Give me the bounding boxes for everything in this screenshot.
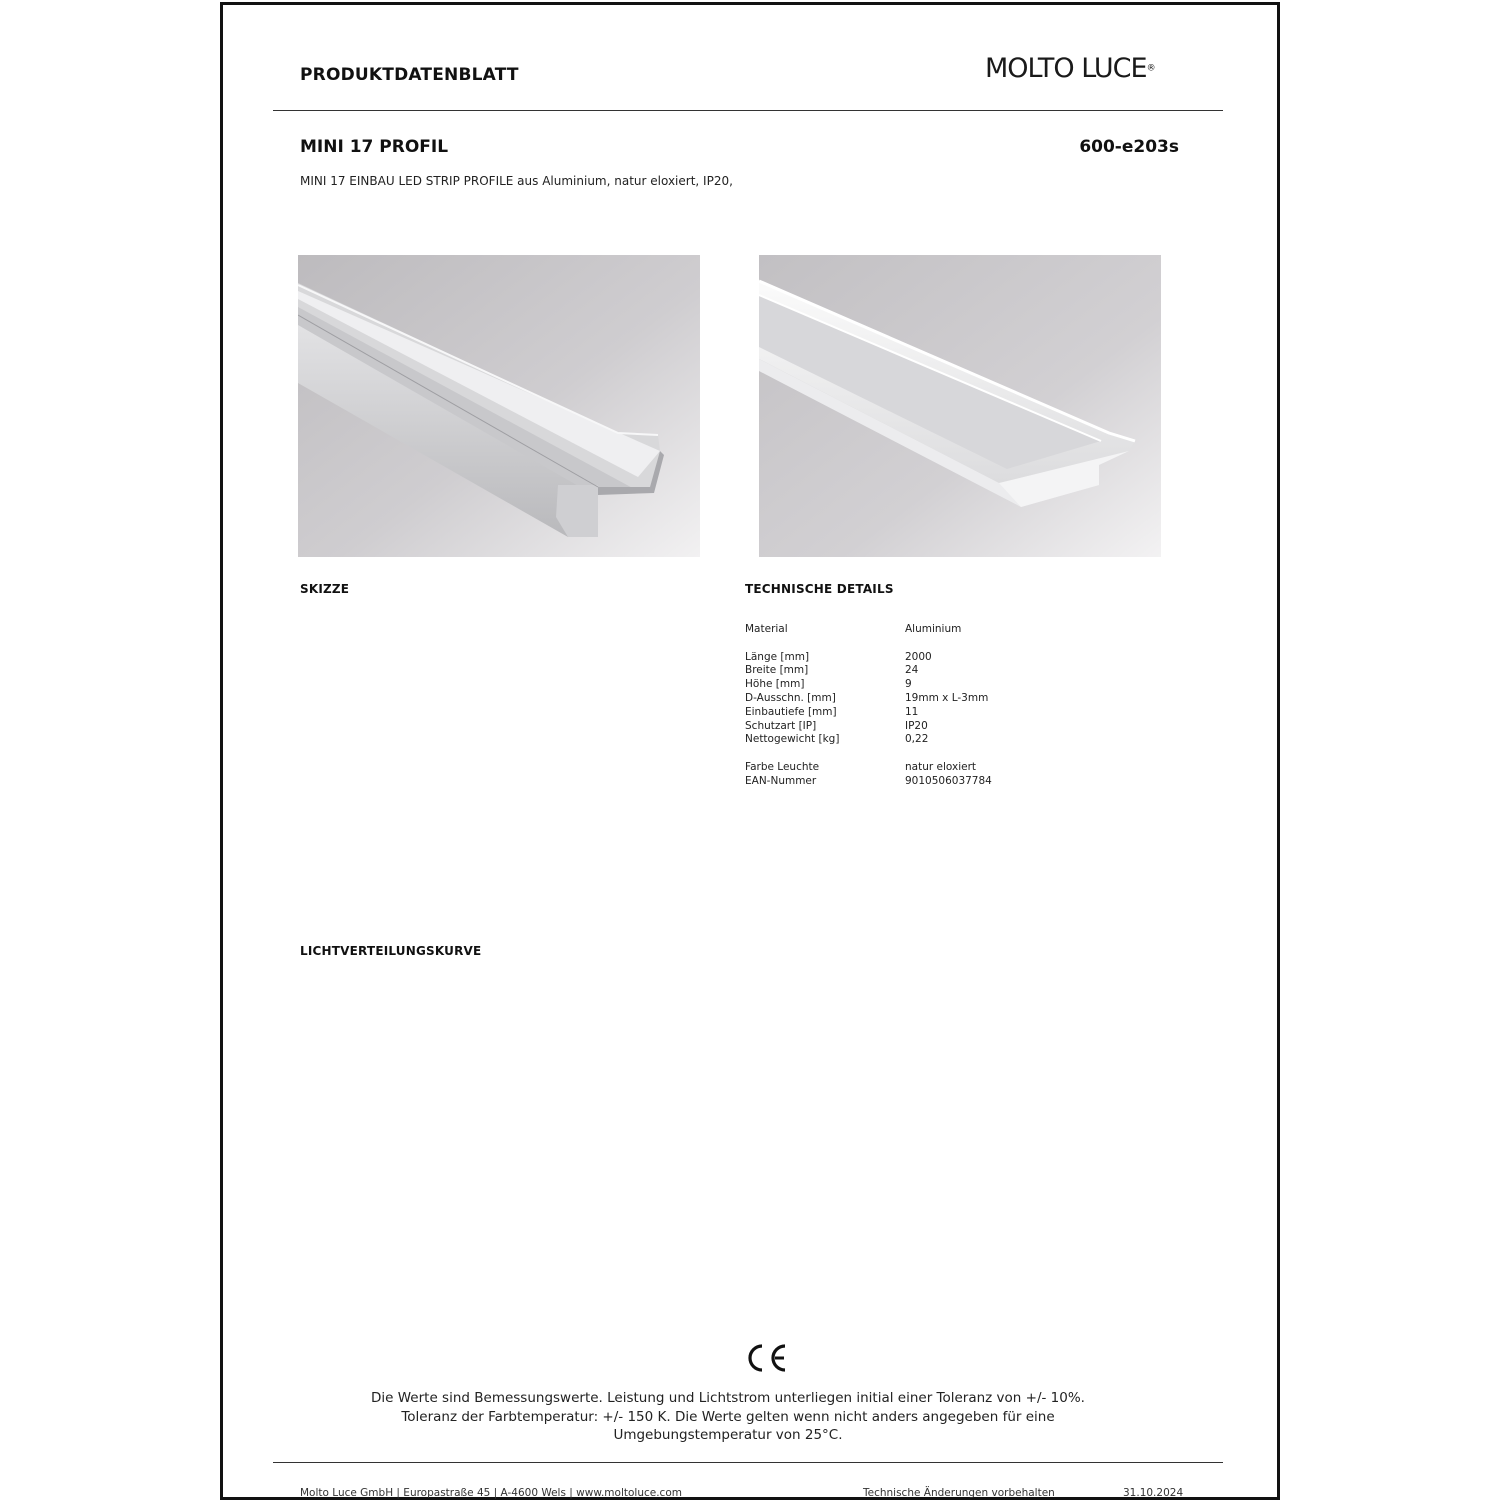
brand-logo bbox=[985, 53, 1185, 95]
brand-logo-text: MOLTO LUCE bbox=[985, 53, 1147, 84]
datasheet-page bbox=[220, 2, 1280, 1500]
tech-group-spacer bbox=[745, 747, 1065, 761]
tech-row bbox=[745, 664, 1065, 678]
tech-row-label: Material bbox=[745, 623, 788, 635]
tech-row-value: 2000 bbox=[905, 650, 932, 663]
tech-row bbox=[745, 678, 1065, 692]
tolerance-note-line: Umgebungstemperatur von 25°C. bbox=[613, 1427, 843, 1443]
tolerance-note-line: Die Werte sind Bemessungswerte. Leistung und Lichtstrom unterliegen initial einer Toleranz von +/- 10%. bbox=[371, 1390, 1085, 1406]
footer-company: Molto Luce GmbH | Europastraße 45 | A-4600 Wels | www.moltoluce.com bbox=[300, 1487, 682, 1499]
product-description: MINI 17 EINBAU LED STRIP PROFILE aus Aluminium, natur eloxiert, IP20, bbox=[300, 174, 733, 188]
tech-row bbox=[745, 623, 1065, 637]
tolerance-note bbox=[323, 1389, 1133, 1445]
registered-mark: ® bbox=[1146, 63, 1156, 74]
tech-row-label: D-Ausschn. [mm] bbox=[745, 691, 836, 704]
tech-details-heading: TECHNISCHE DETAILS bbox=[745, 582, 894, 596]
tech-row-value: 19mm x L-3mm bbox=[905, 691, 989, 704]
tech-row-value: 9010506037784 bbox=[905, 774, 992, 787]
tolerance-note-line: Toleranz der Farbtemperatur: +/- 150 K. Die Werte gelten wenn nicht anders angegeben für eine bbox=[401, 1408, 1055, 1425]
light-distribution-heading: LICHTVERTEILUNGSKURVE bbox=[300, 944, 482, 958]
tech-row bbox=[745, 733, 1065, 747]
footer-disclaimer: Technische Änderungen vorbehalten bbox=[863, 1487, 1055, 1499]
tech-row-value: 24 bbox=[905, 664, 919, 677]
profile-diffuser-image bbox=[759, 255, 1161, 557]
tech-row-label: Länge [mm] bbox=[745, 650, 810, 663]
tech-row-label: Farbe Leuchte bbox=[745, 760, 820, 773]
tech-row-label: Schutzart [IP] bbox=[745, 719, 817, 732]
tech-row-value: 0,22 bbox=[905, 733, 929, 746]
tech-group-spacer bbox=[745, 637, 1065, 651]
tech-row-value: 11 bbox=[905, 705, 919, 718]
tech-row bbox=[745, 706, 1065, 720]
tech-row-value: natur eloxiert bbox=[905, 760, 977, 773]
tech-details-table bbox=[745, 623, 1065, 789]
tech-row bbox=[745, 692, 1065, 706]
product-name: MINI 17 PROFIL bbox=[300, 137, 449, 157]
footer-date: 31.10.2024 bbox=[1123, 1487, 1184, 1499]
product-photo-profile bbox=[298, 255, 700, 557]
tech-row-label: Nettogewicht [kg] bbox=[745, 733, 840, 746]
aluminium-profile-image bbox=[298, 255, 700, 557]
tech-row bbox=[745, 720, 1065, 734]
tech-row bbox=[745, 761, 1065, 775]
tech-row-value: IP20 bbox=[905, 719, 928, 732]
ce-mark-glyph bbox=[745, 1343, 789, 1373]
tech-row-label: EAN-Nummer bbox=[745, 774, 817, 787]
tech-row bbox=[745, 651, 1065, 665]
article-number: 600-e203s bbox=[1079, 137, 1179, 157]
tech-row-label: Einbautiefe [mm] bbox=[745, 705, 837, 718]
header-divider bbox=[273, 110, 1223, 111]
tech-row-value: 9 bbox=[905, 678, 912, 691]
footer-divider bbox=[273, 1462, 1223, 1463]
tech-row-label: Breite [mm] bbox=[745, 664, 809, 677]
sketch-heading: SKIZZE bbox=[300, 582, 350, 596]
product-photo-diffuser bbox=[759, 255, 1161, 557]
tech-row bbox=[745, 775, 1065, 789]
document-title: PRODUKTDATENBLATT bbox=[300, 65, 519, 85]
ce-mark-icon bbox=[745, 1343, 789, 1373]
tech-row-label: Höhe [mm] bbox=[745, 678, 805, 691]
tech-row-value: Aluminium bbox=[905, 623, 962, 635]
